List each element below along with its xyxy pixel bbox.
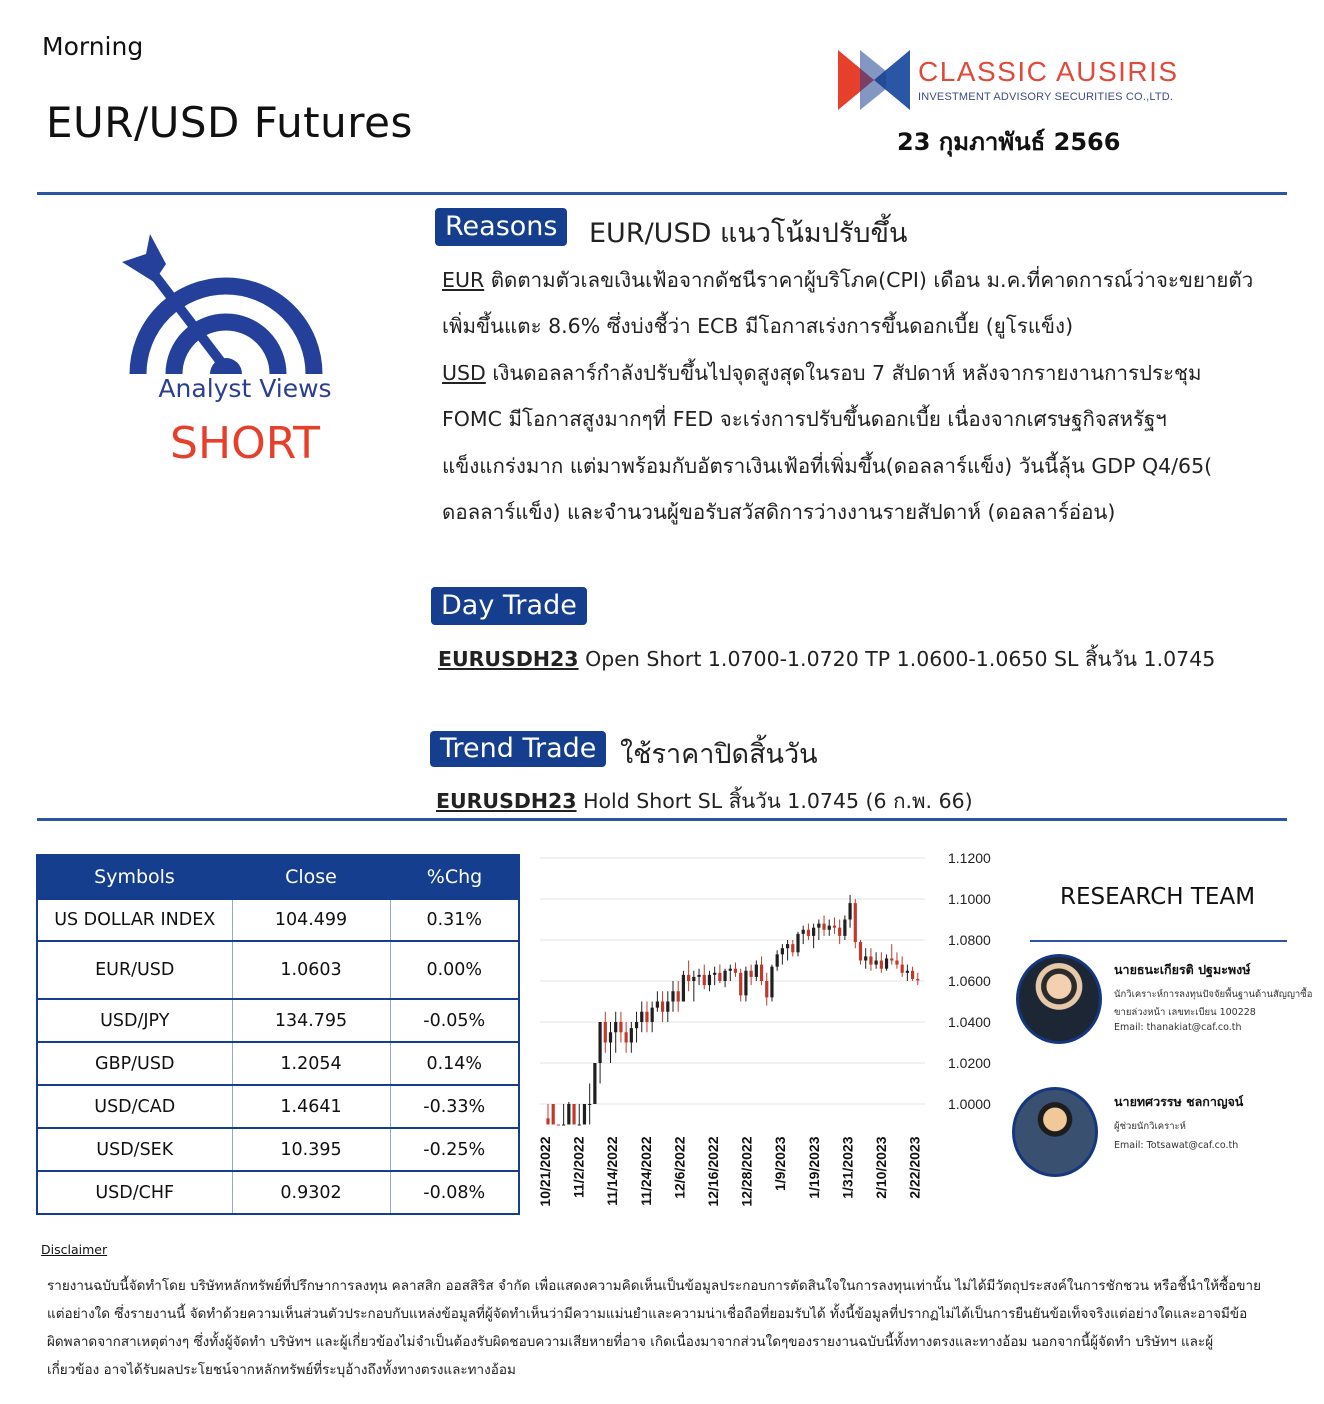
team-member: [1114, 1092, 1243, 1151]
research-team-divider: [1030, 940, 1287, 942]
table-row: [37, 899, 519, 941]
y-tick-label: 1.1000: [948, 891, 991, 907]
y-tick-label: 1.0400: [948, 1014, 991, 1030]
candle-body: [776, 954, 779, 966]
member-role: ขายล่วงหน้า เลขทะเบียน 100228: [1114, 1007, 1256, 1018]
candle-body: [677, 991, 680, 1001]
candle-body: [755, 965, 758, 977]
change-cell: -0.08%: [390, 1171, 519, 1214]
analyst-label: Analyst Views: [158, 374, 332, 403]
candle-body: [848, 903, 851, 919]
column-header: %Chg: [390, 855, 519, 899]
candle-body: [750, 971, 753, 977]
candle-body: [557, 1125, 560, 1126]
candle-body: [619, 1022, 622, 1032]
brand-name: CLASSIC AUSIRIS: [918, 56, 1179, 87]
table-row: [37, 941, 519, 999]
candle-body: [713, 973, 716, 975]
section-divider: [37, 818, 1287, 821]
candle-body: [609, 1032, 612, 1042]
research-team-title: RESEARCH TEAM: [1060, 884, 1256, 910]
candle-body: [625, 1032, 628, 1042]
trend-trade-headline: ใช้ราคาปิดสิ้นวัน: [620, 739, 818, 770]
x-tick-label: 12/28/2022: [738, 1136, 755, 1207]
candle-body: [546, 1118, 549, 1124]
candle-body: [744, 971, 747, 996]
reasons-headline: EUR/USD แนวโน้มปรับขึ้น: [589, 218, 908, 249]
candle-body: [687, 975, 690, 981]
candle-body: [802, 930, 805, 934]
trend-trade-badge: Trend Trade: [430, 731, 606, 767]
candle-body: [666, 1002, 669, 1012]
candle-body: [843, 920, 846, 936]
analyst-view: SHORT: [170, 418, 320, 469]
candle-body: [838, 928, 841, 936]
member-role: ผู้ช่วยนักวิเคราะห์: [1114, 1121, 1186, 1132]
day-trade-badge: Day Trade: [431, 587, 587, 625]
candle-body: [760, 965, 763, 981]
brand-tagline: INVESTMENT ADVISORY SECURITIES CO.,LTD.: [918, 91, 1174, 103]
candle-body: [770, 967, 773, 998]
candle-body: [833, 926, 836, 928]
candle-body: [651, 1008, 654, 1022]
candle-body: [723, 971, 726, 981]
close-cell: 1.2054: [232, 1042, 390, 1085]
reasons-line: EUR ติดตามตัวเลขเงินเฟ้อจากดัชนีราคาผู้บริโภค(CPI) เดือน ม.ค.ที่คาดการณ์ว่าจะขยายตัว: [442, 268, 1254, 292]
candle-body: [656, 1002, 659, 1008]
reasons-line: เพิ่มขึ้นแตะ 8.6% ซึ่งบ่งชี้ว่า ECB มีโอกาสเร่งการขึ้นดอกเบี้ย (ยูโรแข็ง): [442, 314, 1074, 339]
candle-body: [911, 971, 914, 979]
close-cell: 1.0603: [232, 941, 390, 999]
candle-body: [916, 979, 919, 980]
currency-tag: EUR: [442, 268, 485, 292]
candle-body: [880, 961, 883, 969]
y-tick-label: 1.0800: [948, 932, 991, 948]
x-tick-label: 2/10/2023: [873, 1136, 889, 1199]
candle-body: [822, 924, 825, 930]
candle-body: [791, 944, 794, 952]
candle-body: [562, 1125, 565, 1126]
symbol-cell: US DOLLAR INDEX: [37, 899, 232, 941]
candle-body: [807, 930, 810, 936]
symbol-cell: USD/SEK: [37, 1128, 232, 1171]
close-cell: 104.499: [232, 899, 390, 941]
y-tick-label: 1.0200: [948, 1055, 991, 1071]
x-tick-label: 11/14/2022: [604, 1136, 621, 1206]
candle-body: [734, 969, 737, 973]
change-cell: 0.31%: [390, 899, 519, 941]
candle-body: [786, 944, 789, 948]
change-cell: -0.25%: [390, 1128, 519, 1171]
quotes-table: [36, 854, 520, 1215]
candle-body: [578, 1125, 581, 1126]
reasons-body: [442, 257, 1253, 535]
candle-body: [817, 924, 820, 928]
x-tick-label: 1/19/2023: [805, 1136, 822, 1199]
candle-body: [708, 975, 711, 985]
candle-body: [729, 969, 732, 971]
candle-body: [614, 1022, 617, 1032]
reasons-line: ดอลลาร์แข็ง) และจำนวนผู้ขอรับสวัสดิการว่างงานรายสัปดาห์ (ดอลลาร์อ่อน): [442, 500, 1116, 525]
team-member: [1114, 960, 1312, 1033]
avatar: [1016, 954, 1102, 1044]
session-label: Morning: [42, 32, 144, 61]
reasons-line: USD เงินดอลลาร์กำลังปรับขึ้นไปจุดสูงสุดในรอบ 7 สัปดาห์ หลังจากรายงานการประชุม: [442, 360, 1202, 385]
candle-body: [906, 971, 909, 973]
x-tick-label: 1/9/2023: [772, 1136, 789, 1191]
table-row: [37, 1085, 519, 1128]
table-row: [37, 1042, 519, 1085]
change-cell: 0.00%: [390, 941, 519, 999]
close-cell: 1.4641: [232, 1085, 390, 1128]
member-email: Email: thanakiat@caf.co.th: [1114, 1022, 1242, 1033]
table-header-row: [37, 855, 519, 899]
candle-body: [682, 975, 685, 1002]
close-cell: 10.395: [232, 1128, 390, 1171]
table-row: [37, 1128, 519, 1171]
symbol-cell: USD/CHF: [37, 1171, 232, 1214]
candle-body: [859, 942, 862, 960]
candle-body: [635, 1022, 638, 1028]
candle-body: [630, 1028, 633, 1042]
reasons-badge: Reasons: [435, 208, 567, 246]
page-title: EUR/USD Futures: [46, 98, 413, 147]
change-cell: -0.05%: [390, 999, 519, 1042]
day-trade-line: EURUSDH23 Open Short 1.0700-1.0720 TP 1.0600-1.0650 SL สิ้นวัน 1.0745: [438, 647, 1216, 671]
candle-body: [567, 1104, 570, 1125]
table-row: [37, 1171, 519, 1214]
y-tick-label: 1.0000: [948, 1096, 991, 1112]
candle-body: [864, 956, 867, 960]
x-tick-label: 1/31/2023: [839, 1136, 856, 1199]
symbol-cell: USD/JPY: [37, 999, 232, 1042]
member-name: นายทศวรรษ ชลกาญจน์: [1114, 1094, 1244, 1109]
candle-body: [583, 1104, 586, 1125]
symbol-cell: EUR/USD: [37, 941, 232, 999]
trade-symbol: EURUSDH23: [436, 789, 577, 813]
column-header: Close: [232, 855, 390, 899]
trend-trade-line: EURUSDH23 Hold Short SL สิ้นวัน 1.0745 (6 ก.พ. 66): [436, 789, 973, 813]
candle-body: [854, 903, 857, 942]
x-tick-label: 11/2/2022: [570, 1136, 587, 1199]
candle-body: [661, 1002, 664, 1012]
candle-body: [765, 981, 768, 997]
candle-body: [718, 973, 721, 981]
member-role: นักวิเคราะห์การลงทุนปัจจัยพื้นฐานด้านสัญญาซื้อ: [1114, 989, 1313, 1000]
y-tick-label: 1.0600: [948, 973, 991, 989]
trade-symbol: EURUSDH23: [438, 647, 579, 671]
currency-tag: USD: [442, 360, 486, 385]
candle-body: [604, 1022, 607, 1043]
y-tick-label: 1.1200: [948, 850, 991, 866]
x-tick-label: 10/21/2022: [537, 1136, 553, 1207]
x-tick-label: 2/22/2023: [906, 1136, 923, 1199]
candle-body: [572, 1104, 575, 1125]
candle-body: [901, 965, 904, 973]
candle-body: [598, 1022, 601, 1063]
candle-body: [796, 934, 799, 952]
eurusd-candlestick-chart: [530, 840, 1010, 1215]
disclaimer-title: Disclaimer: [41, 1242, 108, 1257]
symbol-cell: USD/CAD: [37, 1085, 232, 1128]
candle-body: [739, 973, 742, 996]
disclaimer-text: รายงานฉบับนี้จัดทำโดย บริษัทหลักทรัพย์ที่ปรึกษาการลงทุน คลาสสิก ออสสิริส จำกัด เพื่อแสดงความคิดเห็นเป็นข้อมูลประกอบการตัดสินใจในการลงทุนเท่านั้น ไม่ได้มีวัตถุประสงค์ในการชักชวน หรือชี้นำให้ซื้อขายแต่อย่างใด ซึ่งรายงานนี้ จัดทำด้วยความเห็นส่วนตัวประกอบกับแหล่งข้อมูลที่ผู้จัดทำเห็นว่ามีความแม่นยำและความน่าเชื่อถือที่ยอมรับได้ ทั้งนี้ข้อมูลที่ปรากฏไม่ได้เป็นการยืนยันข้อเท็จจริงแต่อย่างใดและอาจมีข้อผิดพลาดจากสาเหตุต่างๆ ซึ่งทั้งผู้จัดทำ บริษัทฯ และผู้เกี่ยวข้องไม่จำเป็นต้องรับผิดชอบความเสียหายที่อาจ เกิดเนื่องมาจากส่วนใดๆของรายงานฉบับนี้ทั้งทางตรงและทางอ้อม นอกจากนี้ผู้จัดทำ บริษัทฯ และผู้เกี่ยวข้อง อาจได้รับผลประโยชน์จากหลักทรัพย์ที่ระบุอ้างถึงทั้งทางตรงและทางอ้อม: [47, 1278, 1261, 1378]
candle-body: [895, 961, 898, 965]
candle-body: [588, 1104, 591, 1105]
target-arrow-icon: [116, 224, 336, 374]
member-email: Email: Totsawat@caf.co.th: [1114, 1140, 1239, 1151]
column-header: Symbols: [37, 855, 232, 899]
reasons-line: แข็งแกร่งมาก แต่มาพร้อมกับอัตราเงินเฟ้อที่เพิ่มขึ้น(ดอลลาร์แข็ง) วันนี้ลุ้น GDP Q4/65(: [442, 453, 1213, 478]
candle-body: [869, 956, 872, 964]
avatar: [1012, 1087, 1098, 1177]
candle-body: [703, 975, 706, 985]
candle-body: [640, 1012, 643, 1022]
symbol-cell: GBP/USD: [37, 1042, 232, 1085]
close-cell: 0.9302: [232, 1171, 390, 1214]
x-tick-label: 11/24/2022: [637, 1136, 654, 1206]
candle-body: [671, 991, 674, 1001]
candle-body: [875, 961, 878, 965]
candle-body: [692, 977, 695, 981]
candle-body: [593, 1063, 596, 1104]
x-tick-label: 12/6/2022: [671, 1136, 688, 1199]
change-cell: 0.14%: [390, 1042, 519, 1085]
close-cell: 134.795: [232, 999, 390, 1042]
candle-body: [890, 958, 893, 960]
header-divider: [37, 192, 1287, 195]
candle-body: [645, 1012, 648, 1022]
candle-body: [697, 975, 700, 977]
candle-body: [552, 1104, 555, 1125]
change-cell: -0.33%: [390, 1085, 519, 1128]
candle-body: [812, 928, 815, 936]
report-date: 23 กุมภาพันธ์ 2566: [897, 128, 1121, 156]
table-row: [37, 999, 519, 1042]
member-name: นายธนะเกียรติ ปฐมะพงษ์: [1114, 962, 1251, 977]
candle-body: [781, 948, 784, 954]
candle-body: [885, 958, 888, 968]
x-tick-label: 12/16/2022: [705, 1136, 721, 1207]
candle-body: [828, 926, 831, 930]
reasons-line: FOMC มีโอกาสสูงมากๆที่ FED จะเร่งการปรับขึ้นดอกเบี้ย เนื่องจากเศรษฐกิจสหรัฐฯ: [442, 407, 1167, 432]
